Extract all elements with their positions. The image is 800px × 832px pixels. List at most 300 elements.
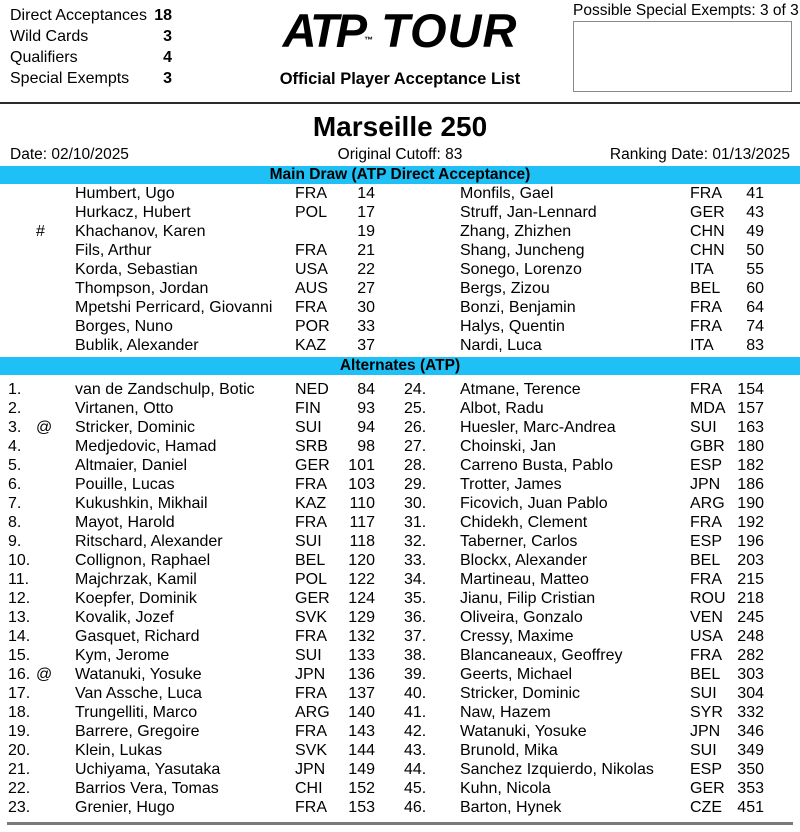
player-name: Grenier, Hugo [75,799,175,816]
country-code: USA [690,628,723,645]
rank-value: 196 [737,533,764,550]
row-number: 31. [404,514,427,531]
player-name: Blockx, Alexander [460,552,588,569]
alternates-section-header: Alternates (ATP) [0,357,800,375]
country-code: MDA [690,400,726,417]
country-code: FRA [690,571,722,588]
rank-value: 74 [746,318,764,335]
player-name: Kukushkin, Mikhail [75,495,208,512]
player-row [400,279,800,298]
row-number: 13. [8,609,31,626]
tournament-title: Marseille 250 [312,111,488,142]
row-symbol: # [36,223,45,240]
player-row [0,741,400,760]
rank-value: 110 [349,495,375,512]
row-number: 2. [8,400,22,417]
rank-value: 124 [348,590,375,607]
player-name: Struff, Jan-Lennard [460,204,597,221]
player-name: Stricker, Dominic [460,685,581,702]
player-row [400,184,800,203]
rank-value: 143 [348,723,375,740]
rank-value: 83 [746,337,764,354]
original-cutoff: Original Cutoff: 83 [337,146,463,163]
row-symbol: @ [36,666,53,683]
player-name: Barton, Hynek [460,799,562,816]
player-row [400,298,800,317]
rank-value: 21 [357,242,375,259]
player-row [0,570,400,589]
rank-value: 60 [746,280,764,297]
rank-value: 190 [737,495,764,512]
player-name: Virtanen, Otto [75,400,174,417]
player-name: Kym, Jerome [75,647,170,664]
player-row [400,646,800,665]
player-row [0,260,400,279]
country-code: GER [295,457,330,474]
player-row [0,798,400,817]
rank-value: 129 [348,609,375,626]
row-number: 42. [404,723,427,740]
rank-value: 350 [737,761,764,778]
rank-value: 137 [348,685,375,702]
player-name: Barrios Vera, Tomas [75,780,219,797]
player-name: Watanuki, Yosuke [75,666,202,683]
rank-value: 120 [348,552,375,569]
row-number: 25. [404,400,427,417]
player-row [0,418,400,437]
player-name: Fils, Arthur [75,242,152,259]
main-draw-left-column [0,184,400,355]
player-row [400,418,800,437]
player-name: Stricker, Dominic [75,419,196,436]
player-name: Zhang, Zhizhen [460,223,572,240]
row-number: 21. [8,761,31,778]
stat-value: 4 [163,49,172,66]
row-number: 15. [8,647,31,664]
rank-value: 332 [737,704,764,721]
player-name: Majchrzak, Kamil [75,571,197,588]
country-code: FRA [295,799,327,816]
bottom-rule [7,822,793,825]
row-number: 11. [8,571,30,588]
row-number: 23. [8,799,31,816]
row-number: 7. [8,495,22,512]
player-row [400,494,800,513]
country-code: FRA [295,476,327,493]
player-name: Thompson, Jordan [75,280,209,297]
player-row [0,722,400,741]
player-name: Taberner, Carlos [460,533,578,550]
row-number: 38. [404,647,427,664]
player-name: Hurkacz, Hubert [75,204,191,221]
country-code: FRA [690,381,722,398]
row-number: 29. [404,476,427,493]
player-name: Barrere, Gregoire [75,723,200,740]
player-name: Medjedovic, Hamad [75,438,217,455]
row-number: 19. [8,723,31,740]
player-row [400,513,800,532]
player-row [0,589,400,608]
country-code: POR [295,318,330,335]
country-code: AUS [295,280,328,297]
player-row [0,779,400,798]
rank-value: 303 [737,666,764,683]
player-row [400,703,800,722]
row-number: 26. [404,419,427,436]
row-number: 46. [404,799,427,816]
player-row [400,380,800,399]
rank-value: 192 [737,514,764,531]
row-number: 27. [404,438,427,455]
rank-value: 117 [349,514,375,531]
player-name: Bergs, Zizou [460,280,550,297]
player-row [0,760,400,779]
stat-value: 3 [163,28,172,45]
player-name: Chidekh, Clement [460,514,588,531]
country-code: ESP [690,533,723,550]
player-row [400,456,800,475]
country-code: SUI [295,533,322,550]
rank-value: 133 [348,647,375,664]
player-row [400,684,800,703]
player-name: Watanuki, Yosuke [460,723,587,740]
rank-value: 304 [737,685,764,702]
country-code: KAZ [295,495,327,512]
row-number: 18. [8,704,31,721]
trademark-symbol: ™ [364,35,374,45]
player-row [0,646,400,665]
country-code: VEN [690,609,723,626]
player-row [0,336,400,355]
rank-value: 215 [737,571,764,588]
row-number: 20. [8,742,31,759]
country-code: FRA [690,514,722,531]
country-code: POL [295,571,328,588]
player-name: Van Assche, Luca [75,685,202,702]
rank-value: 163 [737,419,764,436]
rank-value: 55 [746,261,764,278]
row-number: 39. [404,666,427,683]
alternates-left-column [0,375,400,817]
row-number: 28. [404,457,427,474]
row-number: 34. [404,571,427,588]
player-row [400,798,800,817]
row-number: 3. [8,419,22,436]
country-code: SUI [295,419,322,436]
rank-value: 30 [357,299,375,316]
player-row [0,380,400,399]
player-row [0,551,400,570]
player-row [400,779,800,798]
player-row [0,437,400,456]
row-number: 40. [404,685,427,702]
rank-value: 50 [746,242,764,259]
rank-value: 84 [357,381,375,398]
player-name: Koepfer, Dominik [75,590,197,607]
player-name: Monfils, Gael [460,185,554,202]
country-code: FRA [295,685,327,702]
player-name: Nardi, Luca [460,337,542,354]
country-code: ITA [690,261,714,278]
player-name: Shang, Juncheng [460,242,585,259]
rank-value: 346 [737,723,764,740]
row-number: 44. [404,761,427,778]
player-name: Borges, Nuno [75,318,173,335]
player-name: Huesler, Marc-Andrea [460,419,616,436]
player-row [400,551,800,570]
rank-value: 245 [737,609,764,626]
rank-value: 41 [746,185,764,202]
row-number: 36. [404,609,427,626]
country-code: SUI [295,647,322,664]
rank-value: 149 [348,761,375,778]
player-name: Uchiyama, Yasutaka [75,761,221,778]
alternates-right-column [400,375,800,817]
special-exempts-label: Possible Special Exempts: 3 of 3 [573,2,799,19]
country-code: GER [690,780,725,797]
rank-value: 136 [348,666,375,683]
stat-label: Special Exempts [10,70,130,87]
player-row [0,703,400,722]
date-label: Date: 02/10/2025 [10,146,129,163]
player-name: Carreno Busta, Pablo [460,457,613,474]
rank-value: 17 [357,204,375,221]
main-draw-right-column [400,184,800,355]
player-row [0,456,400,475]
country-code: ROU [690,590,726,607]
rank-value: 118 [349,533,375,550]
player-row [0,475,400,494]
country-code: CZE [690,799,722,816]
country-code: FRA [690,318,722,335]
country-code: FRA [295,299,327,316]
row-symbol: @ [36,419,53,436]
player-name: Choinski, Jan [460,438,557,455]
country-code: CHI [295,780,323,797]
atp-logo-text: ATP [282,4,365,57]
country-code: FIN [295,400,321,417]
country-code: USA [295,261,328,278]
country-code: POL [295,204,328,221]
country-code: FRA [690,185,722,202]
player-name: Klein, Lukas [75,742,163,759]
player-name: Sanchez Izquierdo, Nikolas [460,761,654,778]
stat-label: Direct Acceptances [10,7,147,24]
row-number: 22. [8,780,31,797]
country-code: FRA [295,723,327,740]
country-code: GER [690,204,725,221]
rank-value: 349 [737,742,764,759]
row-number: 33. [404,552,427,569]
rank-value: 218 [737,590,764,607]
row-number: 8. [8,514,22,531]
country-code: SUI [690,685,717,702]
country-code: JPN [690,723,721,740]
country-code: JPN [690,476,721,493]
player-name: Korda, Sebastian [75,261,198,278]
row-number: 17. [8,685,31,702]
rank-value: 152 [348,780,375,797]
country-code: SUI [690,419,717,436]
player-name: Cressy, Maxime [460,628,574,645]
row-number: 35. [404,590,427,607]
player-name: Sonego, Lorenzo [460,261,582,278]
rank-value: 19 [357,223,375,240]
country-code: SVK [295,742,328,759]
rank-value: 98 [357,438,375,455]
player-row [400,608,800,627]
player-row [0,184,400,203]
stat-value: 18 [154,7,172,24]
country-code: BEL [690,552,721,569]
player-row [0,684,400,703]
country-code: FRA [690,647,722,664]
country-code: GBR [690,438,725,455]
rank-value: 64 [746,299,764,316]
player-row [400,627,800,646]
player-name: Albot, Radu [460,400,544,417]
player-row [400,760,800,779]
player-row [400,475,800,494]
player-row [400,317,800,336]
player-row [0,627,400,646]
country-code: BEL [295,552,326,569]
player-name: Blancaneaux, Geoffrey [460,647,623,664]
document-subtitle: Official Player Acceptance List [279,70,521,88]
country-code: FRA [295,185,327,202]
player-row [0,513,400,532]
rank-value: 282 [737,647,764,664]
player-row [0,203,400,222]
player-name: Halys, Quentin [460,318,565,335]
row-number: 43. [404,742,427,759]
player-row [0,532,400,551]
rank-value: 186 [737,476,764,493]
row-number: 41. [404,704,427,721]
player-name: Brunold, Mika [460,742,558,759]
row-number: 10. [8,552,31,569]
country-code: SYR [690,704,723,721]
row-number: 6. [8,476,22,493]
rank-value: 101 [348,457,375,474]
rank-value: 43 [746,204,764,221]
rank-value: 144 [348,742,375,759]
country-code: ARG [690,495,725,512]
row-number: 1. [8,381,22,398]
country-code: FRA [295,242,327,259]
main-draw-section-header: Main Draw (ATP Direct Acceptance) [0,166,800,184]
country-code: SVK [295,609,328,626]
country-code: ESP [690,761,723,778]
player-row [400,722,800,741]
player-row [400,437,800,456]
alternates-columns [0,375,800,817]
player-row [0,222,400,241]
player-row [0,298,400,317]
rank-value: 93 [357,400,375,417]
player-name: Altmaier, Daniel [75,457,188,474]
row-number: 32. [404,533,427,550]
rank-value: 122 [348,571,375,588]
player-name: Mpetshi Perricard, Giovanni [75,299,273,316]
player-row [400,532,800,551]
rank-value: 157 [737,400,764,417]
row-number: 16. [8,666,31,683]
player-row [400,741,800,760]
rank-value: 14 [357,185,375,202]
rank-value: 182 [737,457,764,474]
row-number: 4. [8,438,22,455]
rank-value: 353 [737,780,764,797]
row-number: 30. [404,495,427,512]
player-row [0,317,400,336]
row-number: 24. [404,381,427,398]
player-name: Khachanov, Karen [75,223,206,240]
player-name: Ficovich, Juan Pablo [460,495,608,512]
country-code: ARG [295,704,330,721]
rank-value: 103 [348,476,375,493]
country-code: SRB [295,438,328,455]
rank-value: 33 [357,318,375,335]
country-code: CHN [690,242,725,259]
player-name: Trungelliti, Marco [75,704,198,721]
rank-value: 248 [737,628,764,645]
player-name: Mayot, Harold [75,514,175,531]
country-code: BEL [690,666,721,683]
special-exempts-box [573,21,792,92]
rank-value: 22 [357,261,375,278]
player-name: Gasquet, Richard [75,628,200,645]
stat-label: Qualifiers [10,49,78,66]
player-row [400,570,800,589]
player-row [0,279,400,298]
player-name: Pouille, Lucas [75,476,175,493]
country-code: KAZ [295,337,327,354]
player-name: Jianu, Filip Cristian [460,590,596,607]
player-row [0,399,400,418]
rank-value: 180 [737,438,764,455]
player-name: Ritschard, Alexander [75,533,223,550]
row-number: 5. [8,457,22,474]
player-row [400,589,800,608]
country-code: CHN [690,223,725,240]
country-code: FRA [295,514,327,531]
player-row [400,260,800,279]
player-name: Humbert, Ugo [75,185,175,202]
tour-logo-text: TOUR [381,4,518,57]
player-name: Martineau, Matteo [460,571,589,588]
player-row [0,665,400,684]
rank-value: 154 [737,381,764,398]
player-row [400,665,800,684]
player-row [0,494,400,513]
rank-value: 37 [357,337,375,354]
player-name: Trotter, James [460,476,562,493]
player-name: van de Zandschulp, Botic [75,381,255,398]
country-code: FRA [295,628,327,645]
rank-value: 451 [737,799,764,816]
row-number: 37. [404,628,427,645]
player-row [0,241,400,260]
stat-label: Wild Cards [10,28,89,45]
stat-value: 3 [163,70,172,87]
country-code: JPN [295,761,326,778]
player-row [400,203,800,222]
player-row [400,336,800,355]
country-code: SUI [690,742,717,759]
row-number: 14. [8,628,31,645]
player-row [400,222,800,241]
